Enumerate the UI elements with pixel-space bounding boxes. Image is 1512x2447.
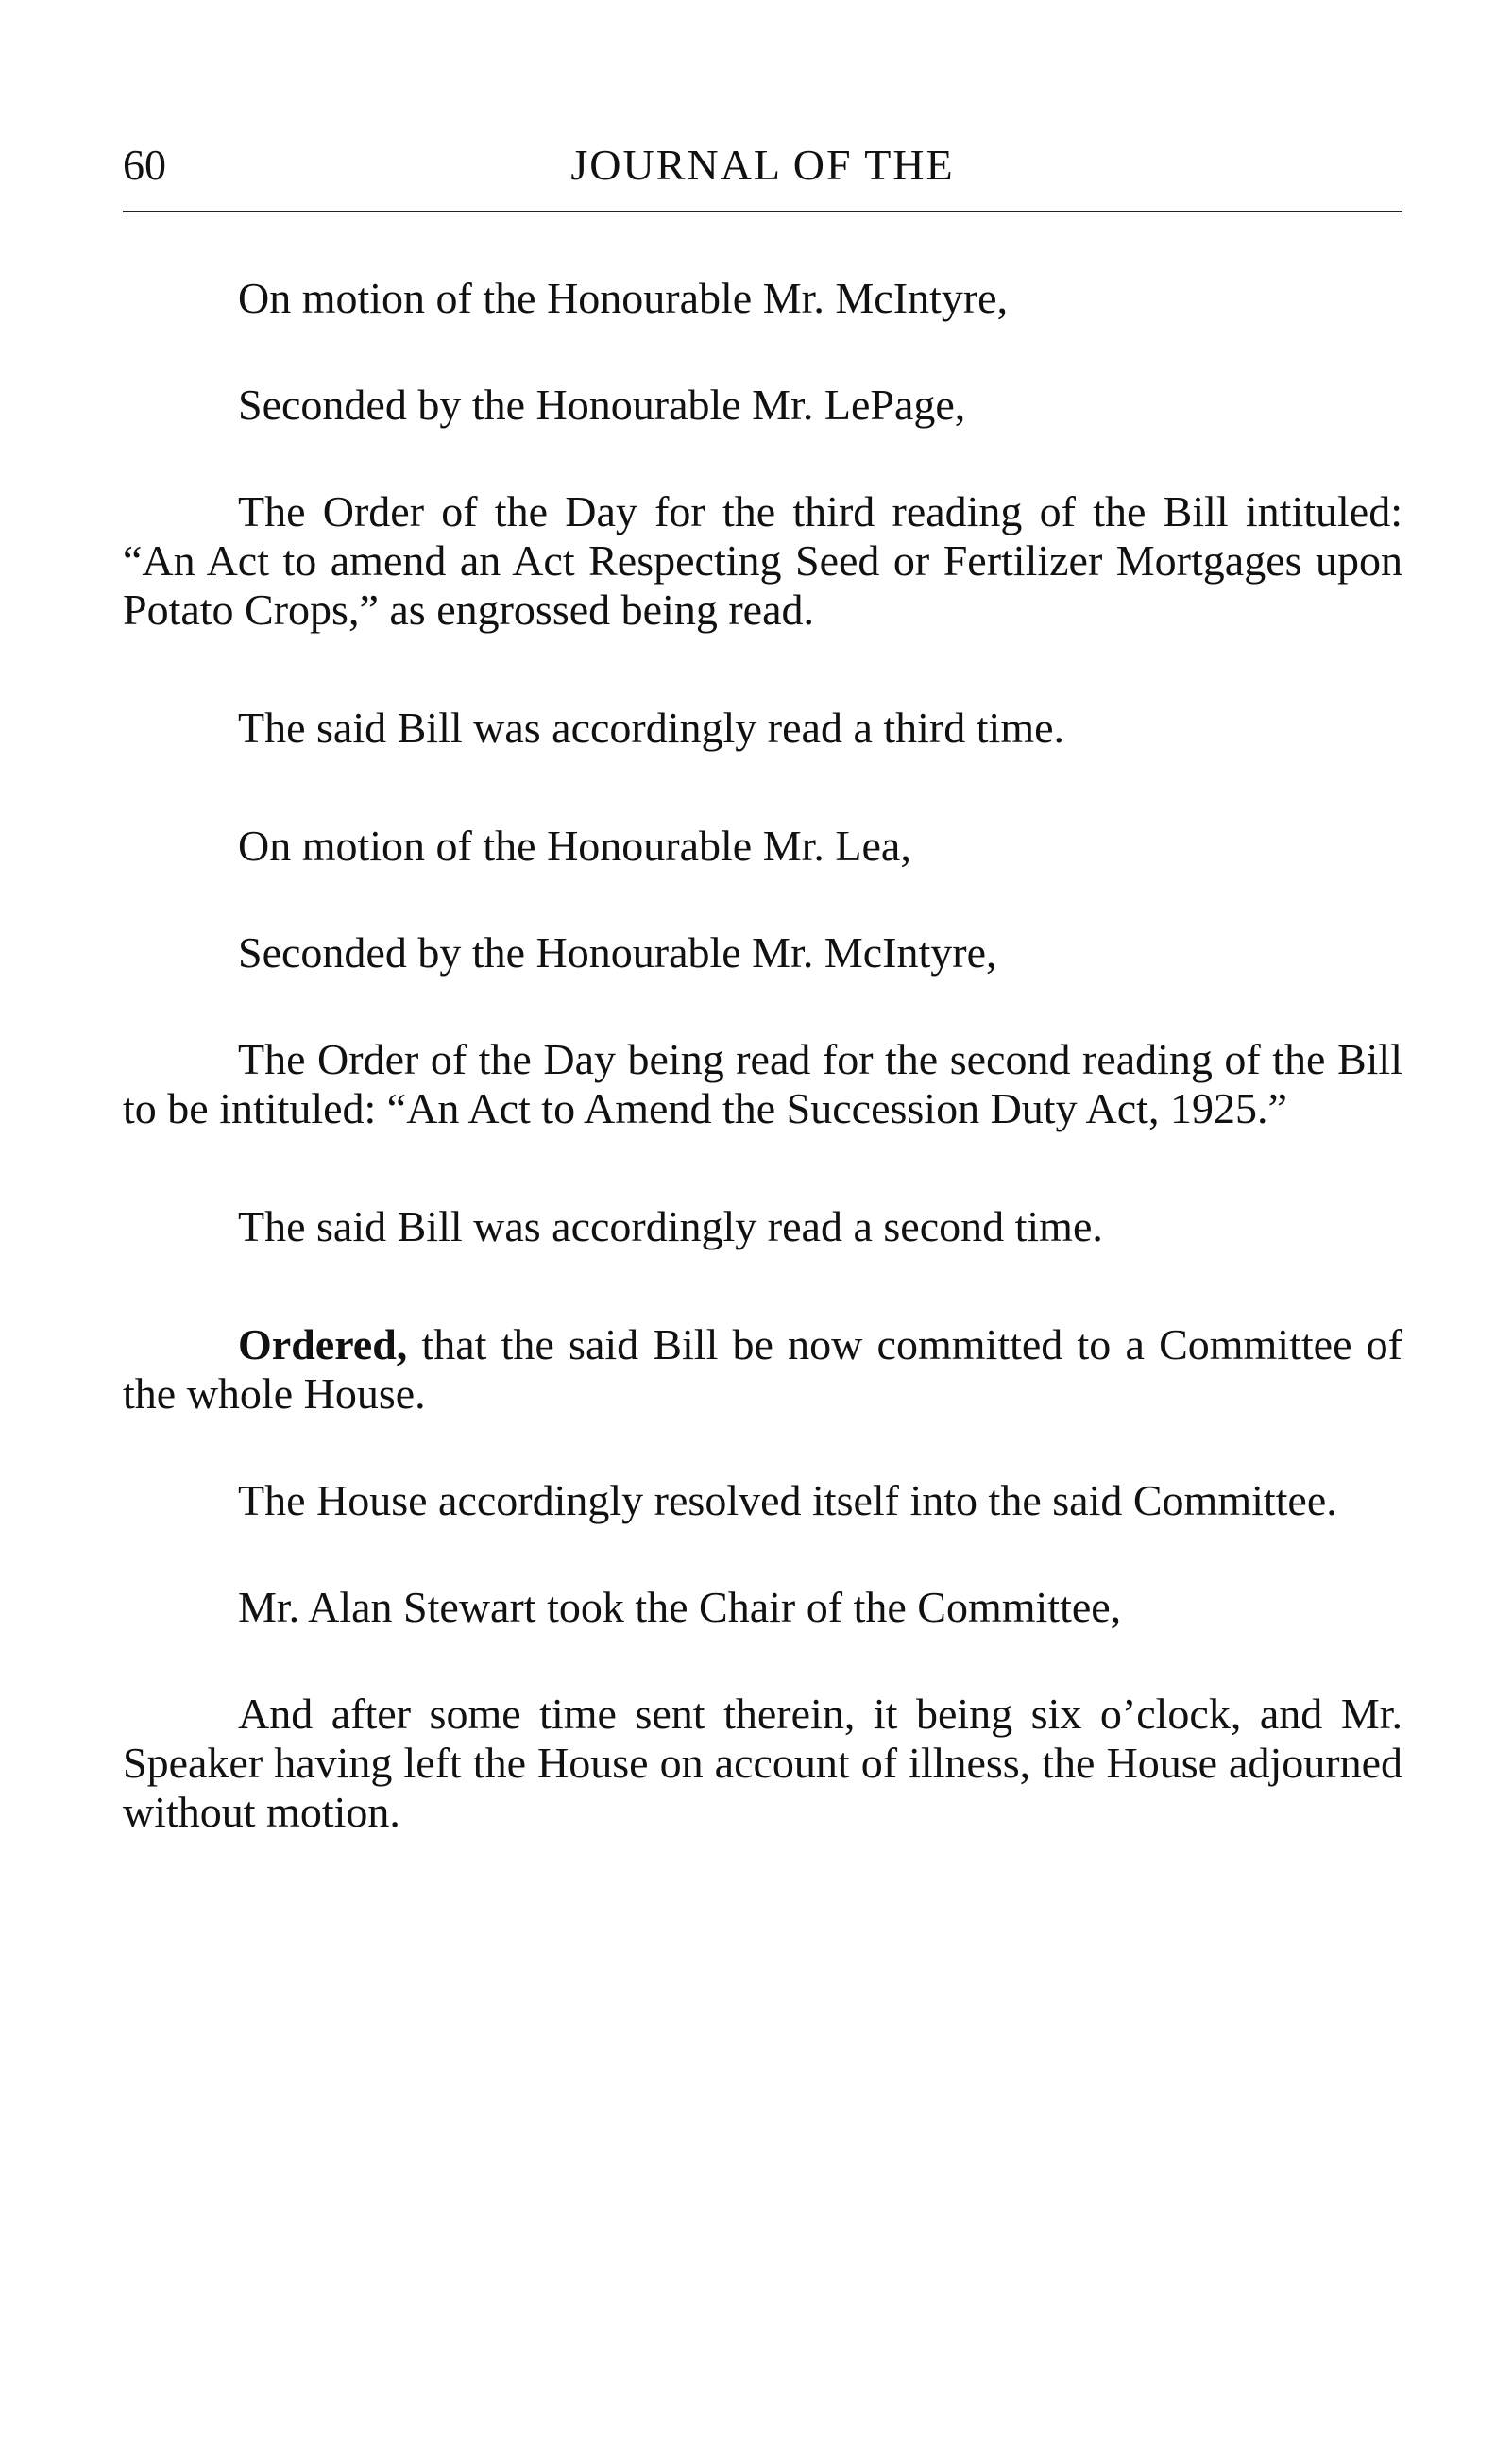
paragraph-second-time: The said Bill was accordingly read a second time. [238,1202,1103,1250]
paragraph-seconded-lepage: Seconded by the Honourable Mr. LePage, [238,381,966,429]
paragraph-seconded-mcintyre: Seconded by the Honourable Mr. McIntyre, [238,928,997,977]
paragraph-third-reading-order: The Order of the Day for the third reading of the Bill intituled: “An Act to amend an Act Respecting Seed or Fertilizer Mortgages upon Potato Crops,” as engrossed being read. [123,487,1402,634]
running-head: JOURNAL OF THE [570,141,955,189]
paragraph-chair: Mr. Alan Stewart took the Chair of the Committee, [238,1583,1122,1631]
ordered-text: that the said Bill be now committed to a Committee of the whole House. [123,1320,1402,1418]
paragraph-adjournment: And after some time sent therein, it being six o’clock, and Mr. Speaker having left the House on account of illness, the House adjourned without motion. [123,1690,1402,1836]
page-header [123,132,1402,198]
page-number: 60 [123,141,166,189]
paragraph-house-resolved: The House accordingly resolved itself into the said Committee. [238,1476,1337,1524]
paragraph-motion-lea: On motion of the Honourable Mr. Lea, [238,822,911,870]
header-rule [123,211,1402,212]
ordered-label: Ordered, [238,1320,408,1368]
paragraph-ordered-committee [123,1320,1402,1419]
paragraph-motion-mcintyre: On motion of the Honourable Mr. McIntyre, [238,274,1009,322]
paragraph-second-reading-order: The Order of the Day being read for the second reading of the Bill to be intituled: “An Act to Amend the Succession Duty Act, 1925.” [123,1035,1402,1132]
journal-body [123,274,1402,1837]
paragraph-third-time: The said Bill was accordingly read a third time. [238,704,1065,752]
